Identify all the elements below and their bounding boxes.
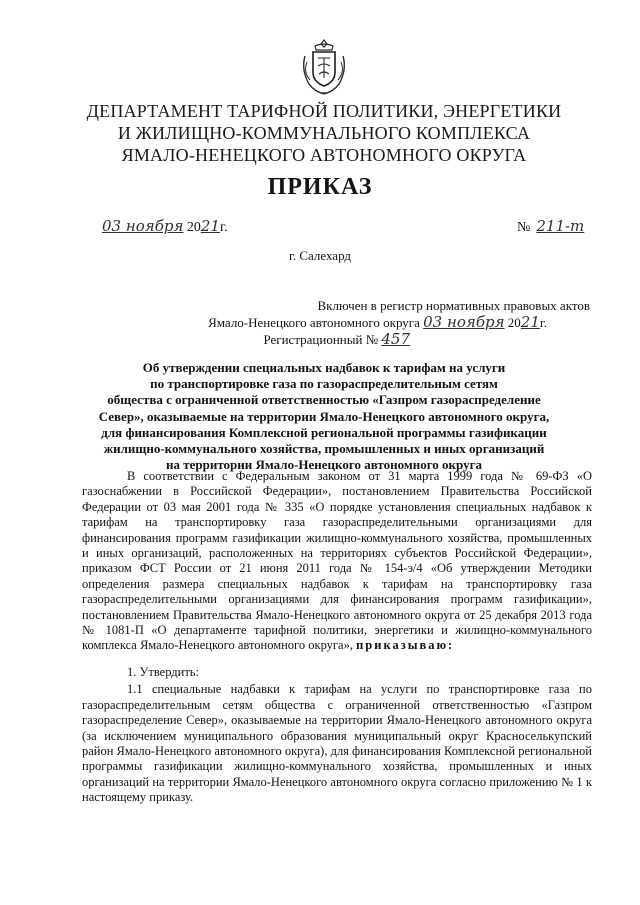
coat-of-arms-icon — [299, 36, 349, 98]
registration-line-1: Включен в регистр нормативных правовых актов — [317, 298, 590, 313]
preamble-paragraph — [82, 469, 592, 654]
registration-year-prefix: 20 — [507, 315, 521, 330]
order-number — [517, 217, 584, 236]
registration-region: Ямало-Ненецкого автономного округа — [208, 315, 420, 330]
subject-line: Об утверждении специальных надбавок к тарифам на услуги — [142, 360, 506, 375]
city: г. Салехард — [288, 248, 352, 263]
registration-number-label: Регистрационный № — [263, 332, 379, 347]
item-1: 1. Утвердить: — [127, 664, 199, 679]
subject-line: для финансирования Комплексной региональной программы газификации — [101, 424, 547, 440]
order-date — [102, 217, 228, 236]
department-header — [60, 100, 588, 166]
registration-date-handwritten: 03 ноября — [423, 313, 505, 331]
item-1-1: 1.1 специальные надбавки к тарифам на услуги по транспортировке газа по газораспределительным сетям общества с ограниченной ответственностью «Газпром газораспределение Север», оказываемые на территории Ямало-Ненецкого автономного округа (за исключением муниципального образования муниципальный округ Красноселькупский район Ямало-Ненецкого автономного округа), для финансирования Комплексной региональной программы газификации жилищно-коммунального хозяйства, промышленных и иных организаций на территории Ямало-Ненецкого автономного округа согласно приложению № 1 к настоящему приказу. — [82, 682, 592, 805]
department-line-3: ЯМАЛО-НЕНЕЦКОГО АВТОНОМНОГО ОКРУГА — [121, 145, 527, 165]
registration-line-2 — [130, 314, 547, 331]
order-subject — [90, 360, 558, 473]
subject-line: общества с ограниченной ответственностью «Газпром газораспределение — [107, 392, 541, 408]
date-suffix: г. — [219, 220, 228, 235]
date-year-prefix: 20 — [186, 220, 201, 235]
department-line-1: ДЕПАРТАМЕНТ ТАРИФНОЙ ПОЛИТИКИ, ЭНЕРГЕТИКИ — [86, 101, 562, 121]
registration-year-handwritten: 21 — [520, 313, 540, 331]
subject-line: жилищно-коммунального хозяйства, промышленных и иных организаций — [103, 441, 545, 457]
date-handwritten: 03 ноября — [102, 217, 184, 235]
order-word: приказываю: — [356, 638, 455, 653]
document-title: ПРИКАЗ — [267, 174, 373, 200]
department-line-2: И ЖИЛИЩНО-КОММУНАЛЬНОГО КОМПЛЕКСА — [117, 123, 531, 143]
subject-line: на территории Ямало-Ненецкого автономного округа — [166, 457, 482, 473]
subject-line: по транспортировке газа по газораспределительным сетям — [150, 376, 498, 392]
registration-suffix: г. — [539, 315, 547, 330]
registration-number-handwritten: 457 — [381, 330, 410, 348]
date-year-handwritten: 21 — [200, 217, 220, 235]
number-handwritten: 211-т — [536, 217, 585, 235]
preamble-text: В соответствии с Федеральным законом от 31 марта 1999 года № 69-ФЗ «О газоснабжении в Российской Федерации», постановлением Правительства Российской Федерации от 03 мая 2001 года № 335 «О порядке установления специальных надбавок к тарифам на транспортировку газа газораспределительными организациями для финансирования программ газификации жилищно-коммунального хозяйства, промышленных и иных организаций, расположенных на территориях субъектов Российской Федерации», приказом ФСТ России от 21 июня 2011 года № 154-э/4 «Об утверждении Методики определения размера специальных надбавок к тарифам на транспортировку газа газораспределительными организациями для финансирования программ газификации», постановлением Правительства Ямало-Ненецкого автономного округа от 25 декабря 2013 года № 1081-П «О департаменте тарифной политики, энергетики и жилищно-коммунального комплекса Ямало-Ненецкого автономного округа», — [82, 469, 592, 653]
document-body — [82, 469, 592, 806]
subject-line: Север», оказываемые на территории Ямало-Ненецкого автономного округа, — [98, 408, 550, 424]
number-label: № — [517, 220, 531, 235]
registration-stamp — [130, 298, 590, 348]
registration-line-3 — [130, 331, 410, 348]
